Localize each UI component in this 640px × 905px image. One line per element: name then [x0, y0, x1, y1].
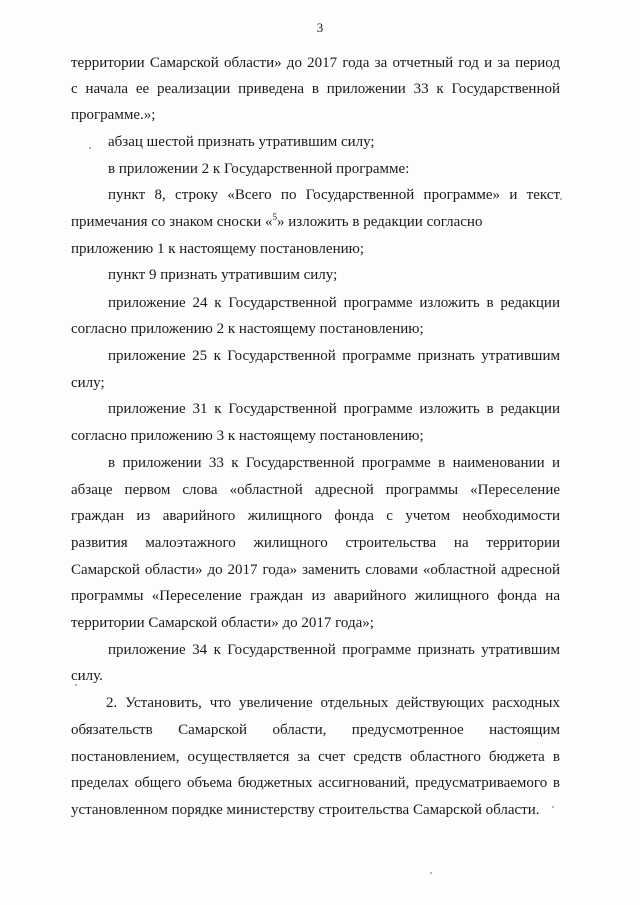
- text-line: абзац шестой признать утратившим силу;: [108, 134, 375, 150]
- text-line: приложение 34 к Государственной программе признать утратившим: [108, 642, 560, 658]
- text-line: граждан из аварийного жилищного фонда с учетом необходимости: [71, 508, 560, 524]
- text-line: постановлением, осуществляется за счет средств областного бюджета в: [71, 749, 560, 765]
- text-line: пределах общего объема бюджетных ассигнований, предусматриваемого в: [71, 775, 560, 791]
- text-line: с начала ее реализации приведена в приложении 33 к Государственной: [71, 81, 560, 97]
- text-line: силу.: [71, 668, 103, 684]
- text-line: развития малоэтажного жилищного строительства на территории: [71, 535, 560, 551]
- text-line: территории Самарской области» до 2017 года»;: [71, 615, 374, 631]
- text-line-footnote: [71, 213, 560, 231]
- text-line: приложение 31 к Государственной программе изложить в редакции: [108, 401, 560, 417]
- footnote-mark: 5: [272, 212, 278, 222]
- scan-speck: [89, 147, 91, 149]
- text-line: в приложении 33 к Государственной программе в наименовании и: [108, 455, 560, 471]
- text-line: приложение 25 к Государственной программе признать утратившим: [108, 348, 560, 364]
- page-number: 3: [316, 20, 324, 35]
- text-line: пункт 9 признать утратившим силу;: [108, 267, 338, 283]
- text-segment: примечания со знаком сноски «$^5$» изложить в редакции согласно: [71, 212, 483, 230]
- text-line: программы «Переселение граждан из аварийного жилищного фонда на: [71, 588, 560, 604]
- text-line: приложение 24 к Государственной программе изложить в редакции: [108, 295, 560, 311]
- text-line: согласно приложению 2 к настоящему постановлению;: [71, 321, 424, 337]
- scan-speck: [560, 198, 562, 200]
- text-line: силу;: [71, 375, 105, 391]
- text-line: Самарской области» до 2017 года» заменить словами «областной адресной: [71, 562, 560, 578]
- text-line: абзаце первом слова «областной адресной программы «Переселение: [71, 482, 560, 498]
- scan-speck: [552, 806, 554, 808]
- text-line: пункт 8, строку «Всего по Государственной программе» и текст: [108, 187, 560, 203]
- text-line: программе.»;: [71, 107, 156, 123]
- scan-speck: [75, 684, 77, 686]
- text-line: обязательств Самарской области, предусмотренное настоящим: [71, 722, 560, 738]
- scan-speck: [430, 872, 432, 874]
- text-line: в приложении 2 к Государственной программе:: [108, 161, 410, 177]
- text-line: территории Самарской области» до 2017 года за отчетный год и за период: [71, 55, 560, 71]
- text-line: согласно приложению 3 к настоящему постановлению;: [71, 428, 424, 444]
- text-line: установленном порядке министерству строительства Самарской области.: [71, 802, 540, 818]
- text-line: приложению 1 к настоящему постановлению;: [71, 241, 364, 257]
- text-line: 2. Установить, что увеличение отдельных действующих расходных: [106, 695, 560, 711]
